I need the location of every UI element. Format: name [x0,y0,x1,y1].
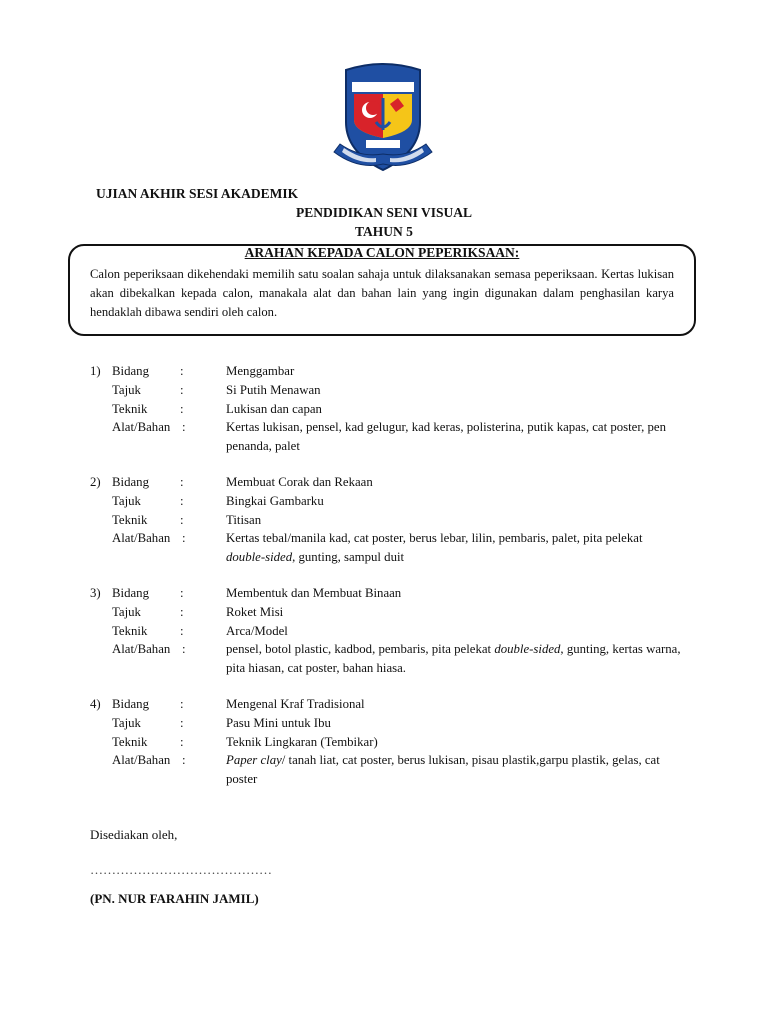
materials-text-post: , gunting, sampul duit [292,550,405,565]
field-label: Bidang [112,364,149,378]
school-logo [328,52,438,176]
bidang-value: Membentuk dan Membuat Binaan [226,585,402,600]
question-number: 2) [90,474,101,489]
bidang-value: Menggambar [226,364,295,378]
field-label: Alat/Bahan [112,642,171,657]
tajuk-value: Bingkai Gambarku [226,493,324,508]
materials-text-italic: Paper clay [226,753,282,768]
prepared-by-label: Disediakan oleh, [90,827,178,842]
field-colon: : [180,604,184,619]
preparer-name: (PN. NUR FARAHIN JAMIL) [90,891,259,906]
subject-title: PENDIDIKAN SENI VISUAL [295,205,473,220]
teknik-value: Arca/Model [226,623,288,638]
question-list [90,362,690,806]
field-colon: : [180,474,184,489]
materials-value [226,529,681,567]
teknik-value: Lukisan dan capan [226,401,322,416]
field-colon: : [180,715,184,730]
tajuk-value: Si Putih Menawan [226,382,321,397]
question-number: 1) [90,364,101,378]
exam-title: UJIAN AKHIR SESI AKADEMIK [96,186,299,201]
bidang-value: Mengenal Kraf Tradisional [226,696,365,711]
field-label: Teknik [112,512,148,527]
field-colon: : [182,420,186,435]
school-crest-icon [328,52,438,176]
field-label: Teknik [112,734,148,749]
materials-text-post: / tanah liat, cat poster, berus lukisan, pisau plastik,garpu plastik, gelas, cat poster [226,753,660,787]
field-colon: : [182,753,186,768]
materials-text-italic: double-sided [226,550,293,565]
field-label: Bidang [112,585,149,600]
materials-value [226,418,681,456]
tajuk-value: Pasu Mini untuk Ibu [226,715,331,730]
question-item [90,362,690,456]
field-label: Teknik [112,623,148,638]
field-label: Bidang [112,696,149,711]
question-item [90,695,690,789]
field-label: Tajuk [112,382,141,397]
tajuk-value: Roket Misi [226,604,284,619]
teknik-value: Titisan [226,512,262,527]
field-colon: : [180,734,184,749]
question-item [90,584,690,678]
materials-text-post: , gunting, kertas warna, pita hiasan, cat poster, bahan hiasa. [226,642,681,676]
field-label: Bidang [112,474,149,489]
signature-line: …………………………………… [90,862,272,877]
question-item [90,473,690,567]
field-colon: : [180,401,184,416]
field-colon: : [180,382,184,397]
materials-value [226,751,681,789]
materials-value [226,640,681,678]
field-colon: : [182,642,186,657]
field-colon: : [182,531,186,546]
question-number: 4) [90,696,101,711]
instructions-box [68,244,696,336]
field-label: Tajuk [112,604,141,619]
field-label: Alat/Bahan [112,753,171,768]
materials-text-pre: Kertas tebal/manila kad, cat poster, berus lebar, lilin, pembaris, palet, pita pelekat [226,531,643,546]
field-label: Alat/Bahan [112,531,171,546]
field-colon: : [180,512,184,527]
bidang-value: Membuat Corak dan Rekaan [226,474,373,489]
field-label: Alat/Bahan [112,420,171,435]
materials-text-italic: double-sided [494,642,561,657]
question-number: 3) [90,585,101,600]
field-colon: : [180,364,184,378]
field-label: Tajuk [112,493,141,508]
materials-text-post: Kertas lukisan, pensel, kad gelugur, kad keras, polisterina, putik kapas, cat poster, pen penanda, palet [226,420,666,454]
field-colon: : [180,493,184,508]
field-label: Tajuk [112,715,141,730]
field-label: Teknik [112,401,148,416]
materials-text-pre: pensel, botol plastic, kadbod, pembaris, pita pelekat [226,642,495,657]
field-colon: : [180,585,184,600]
instructions-title: ARAHAN KEPADA CALON PEPERIKSAAN: [244,245,520,260]
instructions-text: Calon peperiksaan dikehendaki memilih satu soalan sahaja untuk dilaksanakan semasa peperiksaan. Kertas lukisan akan dibekalkan kepada calon, manakala alat dan bahan lain yang ingin digunakan dalam penghasilan karya hendaklah dibawa sendiri oleh calon. [90,267,674,319]
year-title: TAHUN 5 [355,224,413,239]
field-colon: : [180,623,184,638]
teknik-value: Teknik Lingkaran (Tembikar) [226,734,378,749]
field-colon: : [180,696,184,711]
